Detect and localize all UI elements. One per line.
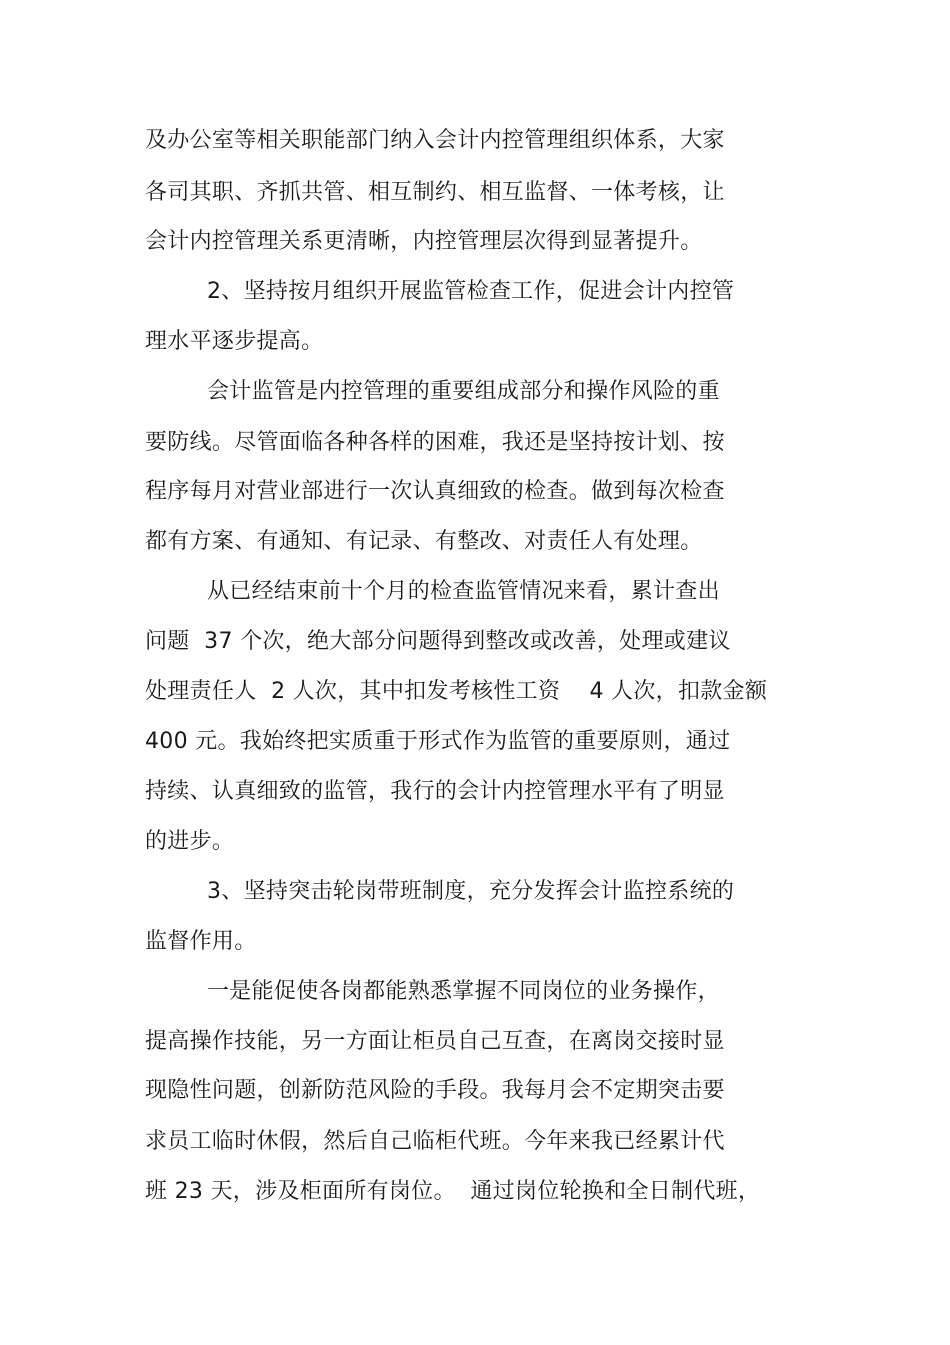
text-line: 求员工临时休假，然后自己临柜代班。今年来我已经累计代	[145, 1129, 725, 1154]
text-line: 监督作用。	[145, 929, 257, 954]
text-line: 问题 37 个次，绝大部分问题得到整改或改善，处理或建议	[145, 629, 731, 654]
text-line: 程序每月对营业部进行一次认真细致的检查。做到每次检查	[145, 479, 725, 504]
text-line: 会计内控管理关系更清晰，内控管理层次得到显著提升。	[145, 229, 703, 254]
text-line: 班 23 天，涉及柜面所有岗位。 通过岗位轮换和全日制代班，	[145, 1179, 761, 1204]
section-heading: 2、坚持按月组织开展监管检查工作，促进会计内控管	[207, 279, 735, 304]
text-line: 理水平逐步提高。	[145, 329, 324, 354]
text-line: 及办公室等相关职能部门纳入会计内控管理组织体系，大家	[145, 128, 725, 153]
paragraph-start: 从已经结束前十个月的检查监管情况来看，累计查出	[207, 579, 720, 604]
text-line: 现隐性问题，创新防范风险的手段。我每月会不定期突击要	[145, 1078, 725, 1103]
text-line: 400 元。我始终把实质重于形式作为监管的重要原则，通过	[145, 729, 731, 754]
text-line: 持续、认真细致的监管，我行的会计内控管理水平有了明显	[145, 779, 725, 804]
text-line: 要防线。尽管面临各种各样的困难，我还是坚持按计划、按	[145, 430, 725, 455]
text-line: 处理责任人 2 人次，其中扣发考核性工资 4 人次，扣款金额	[145, 679, 768, 704]
paragraph-start: 会计监管是内控管理的重要组成部分和操作风险的重	[207, 379, 720, 404]
text-line: 提高操作技能，另一方面让柜员自己互查，在离岗交接时显	[145, 1029, 725, 1054]
text-line: 各司其职、齐抓共管、相互制约、相互监督、一体考核，让	[145, 180, 725, 205]
text-line: 的进步。	[145, 829, 235, 854]
text-line: 都有方案、有通知、有记录、有整改、对责任人有处理。	[145, 529, 703, 554]
section-heading: 3、坚持突击轮岗带班制度，充分发挥会计监控系统的	[207, 879, 735, 904]
paragraph-start: 一是能促使各岗都能熟悉掌握不同岗位的业务操作，	[207, 979, 720, 1004]
